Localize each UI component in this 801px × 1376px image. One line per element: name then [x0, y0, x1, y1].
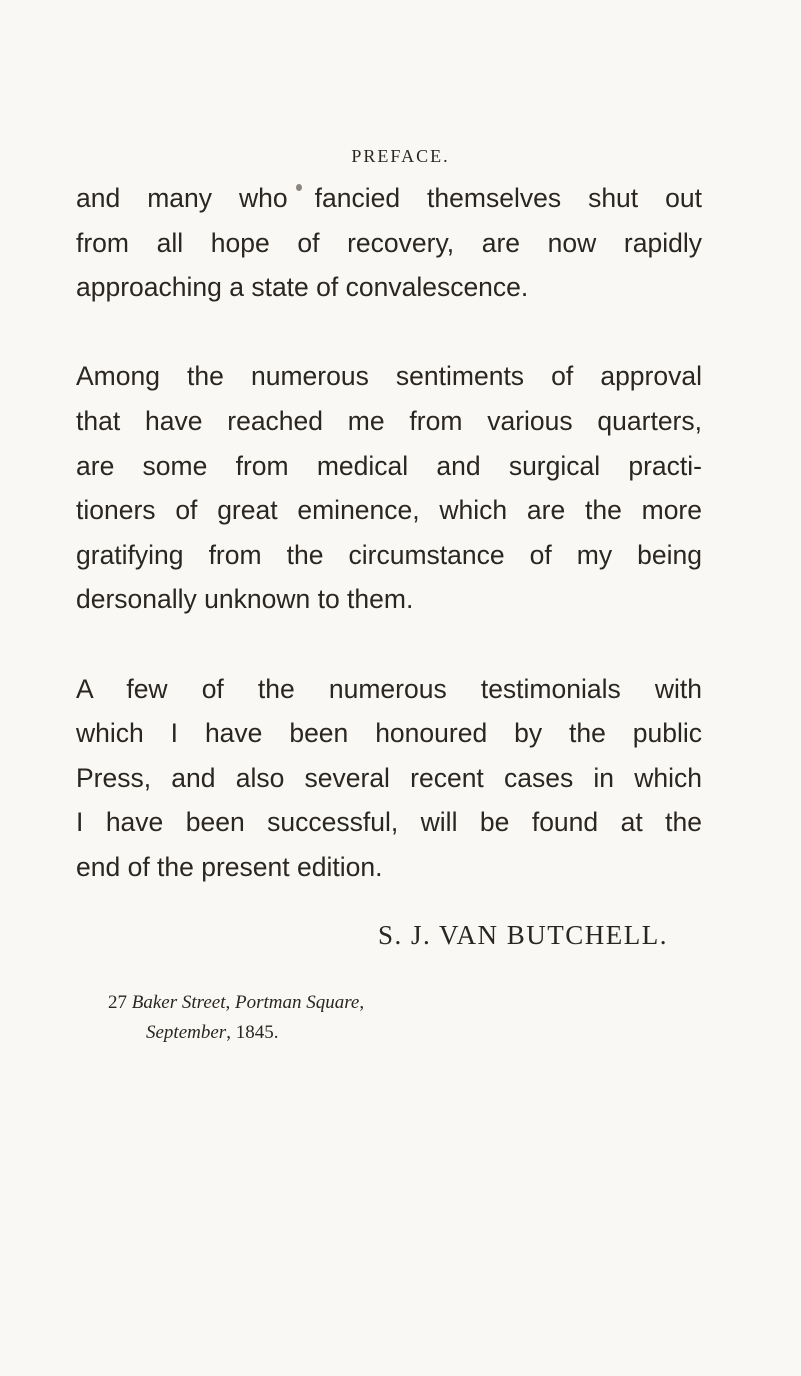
text-line: from all hope of recovery, are now rapidly: [76, 227, 702, 258]
author-signature: S. J. VAN BUTCHELL.: [378, 920, 669, 950]
address-block: [108, 988, 364, 1048]
text-line: that have reached me from various quarters,: [76, 405, 702, 436]
date-line: [108, 1018, 364, 1048]
date-month: September: [146, 1022, 227, 1043]
punctuation: ,: [359, 992, 365, 1013]
street-number: 27: [108, 992, 127, 1013]
preface-body: [76, 176, 702, 890]
text-line: end of the present edition.: [76, 851, 383, 882]
text-line: and many who fancied themselves shut out: [76, 183, 702, 213]
punctuation: ,: [226, 1022, 231, 1043]
text-line: gratifying from the circumstance of my being: [76, 539, 702, 570]
text-line: Among the numerous sentiments of approval: [76, 361, 702, 392]
text-line: approaching a state of convalescence.: [76, 272, 529, 303]
text-line: are some from medical and surgical practi-: [76, 450, 702, 481]
text-line: tioners of great eminence, which are the more: [76, 495, 702, 526]
date-year: 1845.: [235, 1022, 279, 1043]
square-name: Portman Square: [234, 992, 360, 1013]
paragraph-gap: [76, 310, 702, 355]
address-line: [108, 988, 364, 1018]
text-line: I have been successful, will be found at the: [76, 807, 702, 838]
text-line: A few of the numerous testimonials with: [76, 673, 702, 704]
text-line: dersonally unknown to them.: [76, 584, 414, 615]
text-line: Press, and also several recent cases in which: [76, 762, 702, 793]
paragraph-gap: [76, 622, 702, 667]
running-head: PREFACE.: [351, 146, 450, 166]
text-line: which I have been honoured by the public: [76, 718, 702, 749]
street-name: Baker Street: [131, 992, 226, 1013]
punctuation: ,: [225, 992, 231, 1013]
